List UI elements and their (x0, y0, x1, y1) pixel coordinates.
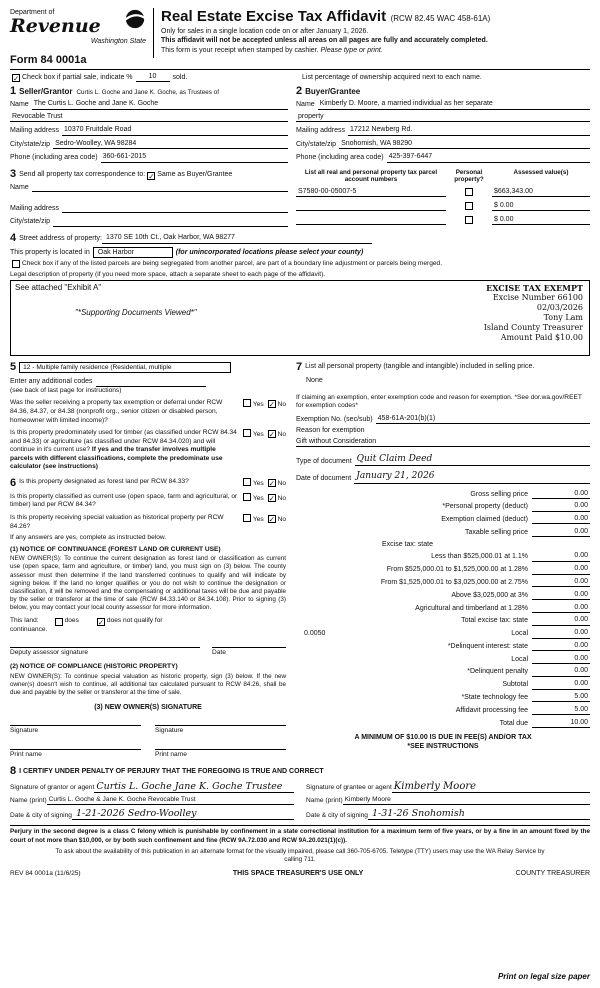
corr-city-field[interactable] (53, 218, 288, 227)
buyer-mailing-field[interactable]: 17212 Newberg Rd. (348, 125, 590, 135)
rcw-reference: (RCW 82.45 WAC 458-61A) (390, 14, 491, 23)
partial-percent-field[interactable]: 10 (136, 72, 170, 82)
form-number-label: Form 84 0001a (10, 53, 87, 66)
does-not-label: does not qualify for (106, 617, 163, 625)
no-checkbox[interactable]: ✓ (268, 493, 275, 503)
section-8-number: 8 (10, 764, 17, 777)
segregated-checkbox[interactable] (12, 260, 20, 268)
grantor-name-print-field[interactable]: Curtis L. Goche & Jane K. Goche Revocable Trust (47, 796, 294, 806)
grantor-date-city-field[interactable]: 1-21-2026 Sedro-Woolley (72, 808, 294, 820)
parcel-table (296, 169, 590, 227)
legal-size-note: Print on legal size paper (497, 971, 590, 981)
section-correspondence (10, 169, 296, 227)
rev-number: REV 84 0001a (11/6/25) (10, 869, 81, 877)
timber-agriculture-question: Is this property predominately used for timber (as classified under RCW 84.34 and 84.33) or agriculture (as classified under RCW 84.34.020) and will continue in it's current use? If yes and the transfer involves multiple parcels with different classifications, complete the predominate use calculator (see instructions) Yes ✓ No (10, 429, 286, 471)
tax-row: Subtotal 0.00 (502, 680, 588, 689)
forest-land-question: 6 Is this property designated as forest land per RCW 84.33? Yes ✓ No (10, 476, 286, 489)
tax-value-field[interactable]: 0.00 (532, 629, 590, 638)
dept-of-label: Department of (10, 9, 55, 16)
yes-checkbox[interactable] (243, 478, 251, 486)
section-selling-price (296, 362, 590, 759)
assessed-value-field[interactable]: $ 0.00 (492, 216, 590, 225)
exemption-no-label: Exemption No. (sec/sub) (296, 415, 373, 423)
personal-property-checkbox[interactable] (465, 188, 473, 196)
does-label: does (64, 617, 79, 625)
grantor-signature-field[interactable]: Curtis L. Goche Jane K. Goche Trustee (94, 781, 294, 793)
land-qualify-row (10, 617, 286, 626)
buyer-name2-field[interactable]: property (296, 112, 590, 122)
tax-value-field[interactable]: 0.00 (532, 578, 590, 587)
additional-codes-label: Enter any additional codes (10, 378, 93, 386)
tax-computation (296, 490, 590, 728)
header-divider (153, 8, 154, 58)
grantee-signature-block (306, 781, 590, 821)
notice-compliance-body: NEW OWNER(S): To continue special valuation as historic property, sign (3) below. If the new owner(s) doesn't wish to continue, all additional tax calculated pursuant to RCW 84.26, shall be due and payable by the seller or transferor at the time of sale. (10, 672, 286, 697)
grantee-name-print-field[interactable]: Kimberly Moore (343, 796, 590, 806)
tax-value-field[interactable]: 0.00 (532, 528, 590, 537)
perjury-notice: Perjury in the second degree is a class C felony which is punishable by confinement in a state correctional institution for a maximum term of five years, or by a fine in an amount fixed by the court of not more than $10,000, or by both such confinement and fine (RCW 9A.72.030 and RCW 9A.20.021(1)(c)). (10, 825, 590, 844)
buyer-city-field[interactable]: Snohomish, WA 98290 (339, 139, 590, 149)
parcel-row (296, 202, 590, 211)
header-note-3: This form is your receipt when stamped by cashier. Please type or print. (161, 46, 383, 54)
seller-mailing-field[interactable]: 10370 Fruitdale Road (62, 125, 288, 135)
form-header (10, 8, 590, 66)
notice-continuance-title: (1) NOTICE OF CONTINUANCE (FOREST LAND OR CURRENT USE) (10, 545, 221, 553)
corr-name-field[interactable] (32, 183, 288, 192)
section-buyer (296, 86, 590, 162)
deputy-assessor-signature-line[interactable]: Deputy assessor signature (10, 647, 200, 658)
tax-row: Excise tax: state (382, 540, 433, 548)
parcel-col-header: List all real and personal property tax parcel account numbers (304, 168, 438, 183)
seller-name-field[interactable]: The Curtis L. Goche and Jane K. Goche (32, 99, 288, 109)
seller-title: Seller/Grantor (19, 86, 73, 96)
section-5-number: 5 (10, 361, 17, 374)
parcel-number-field[interactable] (296, 202, 446, 211)
yes-checkbox[interactable] (243, 429, 251, 437)
notice-compliance-title: (2) NOTICE OF COMPLIANCE (HISTORIC PROPERTY) (10, 663, 178, 671)
see-instructions-note: *SEE INSTRUCTIONS (407, 743, 479, 751)
section-1-number: 1 (10, 85, 17, 98)
unincorporated-note: (for unincorporated locations please select your county) (175, 248, 364, 256)
county-treasurer-label: COUNTY TREASURER (515, 870, 590, 878)
tax-value-field[interactable]: 0.00 (532, 604, 590, 613)
tax-row: Less than $525,000.01 at 1.1% 0.00 (431, 552, 588, 561)
legal-description-box[interactable] (10, 280, 590, 356)
section-6-number: 6 (10, 476, 17, 489)
parcel-number-field[interactable] (296, 216, 446, 225)
tax-value-field[interactable]: 5.00 (532, 706, 590, 715)
partial-sale-label: Check box if partial sale, indicate % (22, 73, 133, 81)
location-select[interactable]: Oak Harbor (93, 247, 173, 258)
correspondence-label: Send all property tax correspondence to: (19, 171, 146, 179)
tax-value-field[interactable]: 5.00 (532, 693, 590, 702)
grantor-signature-label: Signature of grantor or agent (10, 784, 95, 792)
tax-row-local-rate: 0.0050 Local 0.00 (296, 629, 590, 638)
tax-value-field[interactable]: 0.00 (532, 667, 590, 676)
personal-property-value[interactable]: None (306, 377, 323, 385)
tax-value-field[interactable]: 0.00 (532, 565, 590, 574)
corr-mailing-label: Mailing address (10, 204, 60, 212)
tax-value-field[interactable]: 0.00 (532, 680, 590, 689)
yes-checkbox[interactable] (243, 514, 251, 522)
page-title: Real Estate Excise Tax Affidavit (161, 8, 387, 25)
does-checkbox[interactable] (55, 618, 63, 626)
treasurer-stamp: EXCISE TAX EXEMPT Excise Number 66100 02/03/2026 Tony Lam Island County Treasurer Amount Paid $10.00 (483, 283, 583, 343)
partial-sold-label: sold. (172, 73, 188, 81)
no-checkbox[interactable]: ✓ (268, 478, 275, 488)
partial-sale-checkbox[interactable]: ✓ (13, 74, 20, 84)
buyer-mailing-label: Mailing address (296, 127, 346, 135)
new-owner-print-name-line-2[interactable]: Print name (155, 749, 286, 760)
additional-codes-note: (see back of last page for instructions) (10, 386, 122, 394)
tax-row: From $1,525,000.01 to $3,025,000.00 at 2.75% 0.00 (380, 578, 588, 586)
tax-row: Exemption claimed (deduct) 0.00 (441, 515, 588, 524)
section-property (10, 233, 590, 357)
seller-phone-field[interactable]: 360-661-2015 (101, 152, 288, 162)
exemption-intro: If claiming an exemption, enter exemption code and reason for exemption. *See dor.wa.gov/REET for exemption codes* (296, 393, 582, 410)
section-certification (10, 766, 590, 821)
exemption-no-field[interactable]: 458-61A-201(b)(1) (376, 414, 590, 424)
tax-value-field[interactable]: 0.00 (532, 591, 590, 600)
yes-checkbox[interactable] (243, 399, 251, 407)
tax-row: Total due 10.00 (499, 718, 588, 727)
if-yes-note: If any answers are yes, complete as instructed below. (10, 534, 167, 542)
revenue-wordmark: Revenue (10, 15, 101, 38)
same-as-buyer-checkbox[interactable]: ✓ (148, 171, 155, 181)
tax-row: From $525,000.01 to $1,525,000.00 at 1.28% 0.00 (386, 565, 588, 574)
this-land-label: This land: (10, 617, 39, 625)
tax-value-field[interactable]: 0.00 (532, 552, 590, 561)
tax-row: Taxable selling price 0.00 (464, 527, 588, 536)
new-owner-print-name-line-1[interactable]: Print name (10, 749, 141, 760)
parcel-row (296, 188, 590, 197)
tax-row: *Delinquent penalty 0.00 (467, 667, 588, 676)
seller-name-label: Name (10, 101, 29, 109)
personal-property-checkbox[interactable] (465, 202, 473, 210)
grantee-signature-field[interactable]: Kimberly Moore (392, 781, 590, 793)
notice-continuance-body: NEW OWNER(S): To continue the current designation as forest land or classification as current use (open space, farm and agriculture, or timber) land, you must sign on (3) below. The county assessor must then determine if the land transferred continues to qualify and will indicate by signing below. If the land no longer qualifies or you do not wish to continue the designation or classification, it will be removed and the compensating or additional taxes will be due and payable by the seller or transferor at the time of sale (RCW 84.33.140 or 84.34.108). Prior to signing (3) below, you may contact your local county assessor for more information. (10, 555, 286, 612)
new-owner-signature-line-2[interactable]: Signature (155, 725, 286, 736)
corr-name-label: Name (10, 183, 29, 191)
corr-city-label: City/state/zip (10, 218, 51, 226)
personal-property-label: List all personal property (tangible and intangible) included in selling price. (305, 363, 535, 371)
tax-row: Local 0.00 (511, 654, 588, 663)
tax-row: *Personal property (deduct) 0.00 (442, 502, 588, 511)
personal-property-checkbox[interactable] (465, 216, 473, 224)
seller-city-field[interactable]: Sedro-Woolley, WA 98284 (53, 139, 288, 149)
tax-row: Affidavit processing fee 5.00 (455, 705, 588, 714)
assessed-value-field[interactable]: $ 0.00 (492, 202, 590, 211)
does-not-checkbox[interactable]: ✓ (97, 617, 105, 627)
washington-state-label: Washington State (90, 38, 146, 46)
type-of-document-label: Type of document (296, 457, 352, 465)
type-of-document-field[interactable]: Quit Claim Deed (355, 453, 590, 466)
section-designation (10, 478, 286, 760)
additional-codes-field[interactable] (96, 378, 206, 387)
grantee-date-city-label: Date & city of signing (306, 811, 368, 819)
seller-phone-label: Phone (including area code) (10, 154, 98, 162)
buyer-name-label: Name (296, 101, 315, 109)
legal-description-label: Legal description of property (if you need more space, attach a separate sheet to each page of the affidavit). (10, 270, 326, 278)
supporting-docs-watermark: "*Supporting Documents Viewed*" (75, 307, 197, 317)
seller-name2-field[interactable]: Revocable Trust (10, 112, 288, 122)
grantee-date-city-field[interactable]: 1-31-26 Snohomish (368, 808, 590, 820)
grantor-date-city-label: Date & city of signing (10, 811, 72, 819)
parcel-row (296, 216, 590, 225)
located-in-label: This property is located in (10, 248, 90, 256)
assessed-value-col-header: Assessed value(s) (513, 168, 569, 176)
tax-value-field[interactable]: 0.00 (532, 655, 590, 664)
section-4-number: 4 (10, 231, 17, 244)
seller-pre-name: Curtis L. Goche and Jane K. Goche, as Trustees of (76, 89, 219, 97)
header-note-1: Only for sales in a single location code on or after January 1, 2026. (161, 28, 369, 35)
buyer-name-field[interactable]: Kimberly D. Moore, a married individual as her separate (318, 99, 590, 109)
tax-value-field[interactable]: 0.00 (532, 616, 590, 625)
deputy-date-line[interactable]: Date (212, 647, 286, 658)
street-address-field[interactable]: 1370 SE 10th Ct., Oak Harbor, WA 98277 (102, 233, 372, 243)
buyer-phone-field[interactable]: 425-397-6447 (387, 152, 590, 162)
ownership-percentage-note: List percentage of ownership acquired next to each name. (302, 73, 482, 81)
reason-for-exemption-field[interactable]: Gift without Consideration (296, 437, 590, 447)
no-checkbox[interactable]: ✓ (268, 400, 275, 410)
revenue-logo (10, 8, 146, 66)
treasurer-use-only-label: THIS SPACE TREASURER'S USE ONLY (232, 870, 364, 878)
land-use-code-select[interactable]: 12 - Multiple family residence (Residential, multiple (19, 362, 231, 373)
section-3-number: 3 (10, 167, 17, 180)
tax-value-field[interactable]: 0.00 (532, 502, 590, 511)
tax-row: Gross selling price 0.00 (470, 489, 588, 498)
certify-title: I CERTIFY UNDER PENALTY OF PERJURY THAT THE FOREGOING IS TRUE AND CORRECT (19, 768, 324, 776)
buyer-city-label: City/state/zip (296, 140, 337, 148)
minimum-due-note: A MINIMUM OF $10.00 IS DUE IN FEE(S) AND/OR TAX (354, 733, 532, 741)
no-checkbox[interactable]: ✓ (268, 515, 275, 524)
section-land-use (10, 362, 286, 472)
tax-value-field[interactable]: 0.00 (532, 490, 590, 499)
current-use-question: Is this property classified as current use (open space, farm and agricultural, or timber) land per RCW 84.34? Yes ✓ No (10, 492, 286, 509)
grantee-name-print-label: Name (print) (306, 796, 343, 804)
seller-mailing-label: Mailing address (10, 127, 60, 135)
grantor-signature-block (10, 781, 306, 821)
new-owner-signature-title: (3) NEW OWNER(S) SIGNATURE (94, 704, 202, 712)
segregated-label: Check box if any of the listed parcels are being segregated from another parcel, are part of a boundary line adjustment or parcels being merged. (22, 260, 443, 268)
partial-sale-row (10, 69, 590, 82)
buyer-phone-label: Phone (including area code) (296, 154, 384, 162)
tax-row: Total excise tax: state 0.00 (461, 616, 588, 625)
no-checkbox[interactable]: ✓ (268, 430, 275, 440)
new-owner-signature-line-1[interactable]: Signature (10, 725, 141, 736)
buyer-title: Buyer/Grantee (305, 86, 361, 96)
yes-checkbox[interactable] (243, 493, 251, 501)
grantor-name-print-label: Name (print) (10, 796, 47, 804)
continuance-label: continuance. (10, 626, 48, 634)
assessed-value-field[interactable]: $663,343.00 (492, 188, 590, 197)
corr-mailing-field[interactable] (62, 204, 288, 213)
section-seller (10, 86, 296, 162)
revenue-swoosh-icon (124, 8, 146, 30)
tax-value-field[interactable]: 0.00 (532, 515, 590, 524)
tax-row: Above $3,025,000 at 3% 0.00 (451, 590, 588, 599)
date-of-document-label: Date of document (296, 475, 352, 483)
parcel-number-field[interactable]: S7580-00-05007-5 (296, 188, 446, 197)
personal-property-col-header: Personal property? (454, 168, 484, 183)
reason-for-exemption-label: Reason for exemption (296, 427, 365, 435)
historic-property-question: Is this property receiving special valuation as historical property per RCW 84.26? Yes ✓ No (10, 514, 286, 530)
exemption-deferral-question: Was the seller receiving a property tax exemption or deferral under RCW 84.36, 84.37, or 84.38 (nonprofit org., senior citizen or disabled person, homeowner with limited income)? Yes ✓ No (10, 399, 286, 424)
header-note-2: This affidavit will not be accepted unless all areas on all pages are fully and accurately completed. (161, 37, 488, 45)
accessibility-notice: To ask about the availability of this publication in an alternate format for the visually impaired, please call 360-705-6705. Teletype (TTY) users may use the WA Relay Service by calling 711. (55, 847, 545, 863)
exhibit-text: See attached "Exhibit A" (15, 283, 102, 293)
seller-city-label: City/state/zip (10, 140, 51, 148)
section-2-number: 2 (296, 85, 303, 98)
tax-value-field[interactable]: 10.00 (532, 719, 590, 728)
same-as-buyer-label: Same as Buyer/Grantee (157, 171, 233, 179)
tax-row: Agricultural and timberland at 1.28% 0.00 (415, 603, 588, 612)
tax-row: *State technology fee 5.00 (461, 693, 588, 702)
tax-row: *Delinquent interest: state 0.00 (447, 641, 588, 650)
section-7-number: 7 (296, 361, 303, 374)
tax-value-field[interactable]: 0.00 (532, 642, 590, 651)
street-address-label: Street address of property: (19, 235, 103, 243)
grantee-signature-label: Signature of grantee or agent (306, 784, 392, 792)
date-of-document-field[interactable]: January 21, 2026 (354, 470, 590, 483)
local-rate-value: 0.0050 (304, 630, 326, 638)
